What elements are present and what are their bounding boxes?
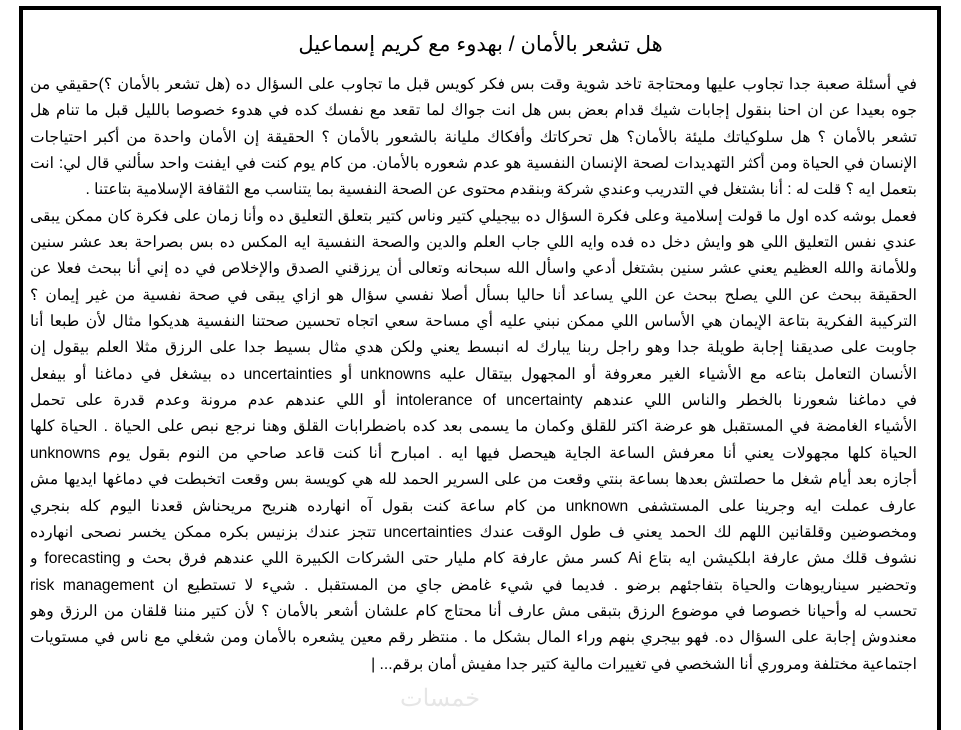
paragraph-line: فعمل بوشه كده اول ما قولت إسلامية وعلى فكرة السؤال ده بيجيلي كتير وناس كتير بتعلق التعليق ده وأنا زمان على فكرة كان ممكن يبقى	[30, 207, 917, 225]
document-body	[30, 72, 917, 678]
paragraph-line: عارف عملت ايه وجرينا على المستشفى unknown من كام ساعة كنت بقول آه انهارده هنريح مريحناش قعدنا اليوم كله بنجري	[30, 497, 917, 515]
paragraph-line: نشوف قلك مش عارفة ابلكيشن ايه بتاع Ai كسر مش عارفة كام مليار حتى الشركات الكبيرة اللي عندهم فرق بحث و forecasting و	[30, 550, 917, 568]
paragraph-line: في دماغنا شعورنا بالخطر والناس اللي عندهم intolerance of uncertainty أو اللي عندهم عدم مرونة وعدم قدرة على تحمل	[30, 392, 917, 410]
paragraph-line: عندي نفس التعليق اللي هو وايش دخل ده فده وايه اللي جاب العلم والدين والصحة النفسية ايه المكس ده بس بصراحة بعد عشر سنين	[30, 234, 917, 252]
paragraph-line: أجازه بعد أيام شغل ما حصلتش بعدها بساعة بنتي وقعت من على السرير الحمد لله هي كويسة بس وقعت اتخبطت في دماغها ايديها مش	[30, 471, 917, 489]
document-title: هل تشعر بالأمان / بهدوء مع كريم إسماعيل	[298, 33, 663, 56]
paragraph-line: risk management وتحضير سيناريوهات والحياة بتفاجئهم برضو . فديما في شيء غامض جاي من المستقبل . شيء لا تستطيع ان	[30, 576, 917, 594]
paragraph-line: اجتماعية مختلفة ومروري أنا الشخصي في تغييرات مالية كتير جدا مفيش أمان برقم... |	[371, 655, 917, 673]
paragraph-line: وللأمانة والله العظيم يعني عشر سنين بشتغل أدعي واسأل الله سبحانه وتعالى أن يرزقني الصدق والإخلاص في ده إني أنا ببحث فعلا عن	[30, 260, 917, 278]
paragraph-line: الأنسان التعامل بتاعه مع الأشياء الغير معروفة أو المجهول بيتقال عليه unknowns أو uncertainties ده بيشغل في دماغنا أو بيفعل	[30, 365, 917, 383]
paragraph-line: تحسب له وأحيانا خصوصا في موضوع الرزق بتبقى مش عارف أنا محتاج كام علشان أشعر بالأمان ؟ لأن كتير مننا قلقان من الرزق وهو	[30, 602, 917, 620]
paragraph-line: ومخصوضين وقلقانين اللهم لك الحمد يعني ف طول الوقت عندك uncertainties تتجز عندك بزنيس بكره ممكن يخسر نصحى انهارده	[30, 523, 917, 541]
paragraph-line: الأشياء الغامضة في المستقبل هو عرضة اكتر للقلق وكمان ما يسمى بعد كده باضطرابات القلق وهنا نرجع نبص على الحياة . الحياة كلها	[30, 418, 917, 436]
paragraph-line: الإنسان في الحياة ومن أكثر التهديدات لصحة الإنسان النفسية هو عدم شعوره بالأمان. من كام يوم كنت في ايفنت واحد سألني قال لي: انت	[30, 155, 917, 173]
paragraph-line: جاوبت على صديقنا إجابة طويلة جدا وهو راجل ربنا يبارك له انبسط يعني ولكن هدي مثال بسيط جدا على الرزق مثلا العلم بيقول إن	[30, 339, 917, 357]
paragraph-line: في أسئلة صعبة جدا تجاوب عليها ومحتاجة تاخد شوية وقت بس فكر كويس قبل ما تجاوب على السؤال ده (هل تشعر بالأمان ؟)حقيقي من	[30, 76, 917, 93]
paragraph-line: تشعر بالأمان ؟ هل سلوكياتك مليئة بالأمان؟ هل تحركاتك وأفكاك مليانة بالشعور بالأمان ؟ الحقيقة إن الأمان واحدة من أكبر احتياجات	[30, 128, 917, 146]
paragraph-line: معندوش إجابة على السؤال ده. فهو بيجري بنهم وراء المال بشكل ما . منتظر رقم معين يشعره بالأمان ومن شغلي مع ناس في مستويات	[30, 629, 917, 647]
paragraph-line: الحقيقة ببحث عن اللي يصلح ببحث عن اللي يساعد أنا حاليا بسأل أصلا نفسي سؤال هو ازاي يبقى في صحة نفسية من غير إيمان ؟	[30, 286, 917, 304]
watermark: خمسات	[400, 685, 481, 712]
paragraph-line: بتعمل ايه ؟ قلت له : أنا بشتغل في التدريب وعندي شركة وبنقدم محتوى عن الصحة النفسية بما يتناسب مع الثقافة الإسلامية بتاعتنا .	[85, 181, 917, 199]
paragraph-line: جوه بعيدا عن ان احنا بنقول إجابات شيك قدام بعض بس هل انت جواك لما تقعد مع نفسك كده في هدوء خصوصا بالليل قبل ما تنام هل	[30, 102, 917, 120]
paragraph-line: التركيبة الفكرية بتاعة الإيمان هي الأساس اللي ممكن نبني عليه أي مساحة سعي اتجاه تحسين صحتنا النفسية هديكوا مثال لأن طبعا أنا	[30, 313, 917, 331]
paragraph-line: unknowns الحياة كلها مجهولات يعني أنا معرفش الساعة الجاية هيحصل فيها ايه . امبارح أنا كنت قاعد صاحي من النوم بقول يوم	[30, 444, 917, 462]
